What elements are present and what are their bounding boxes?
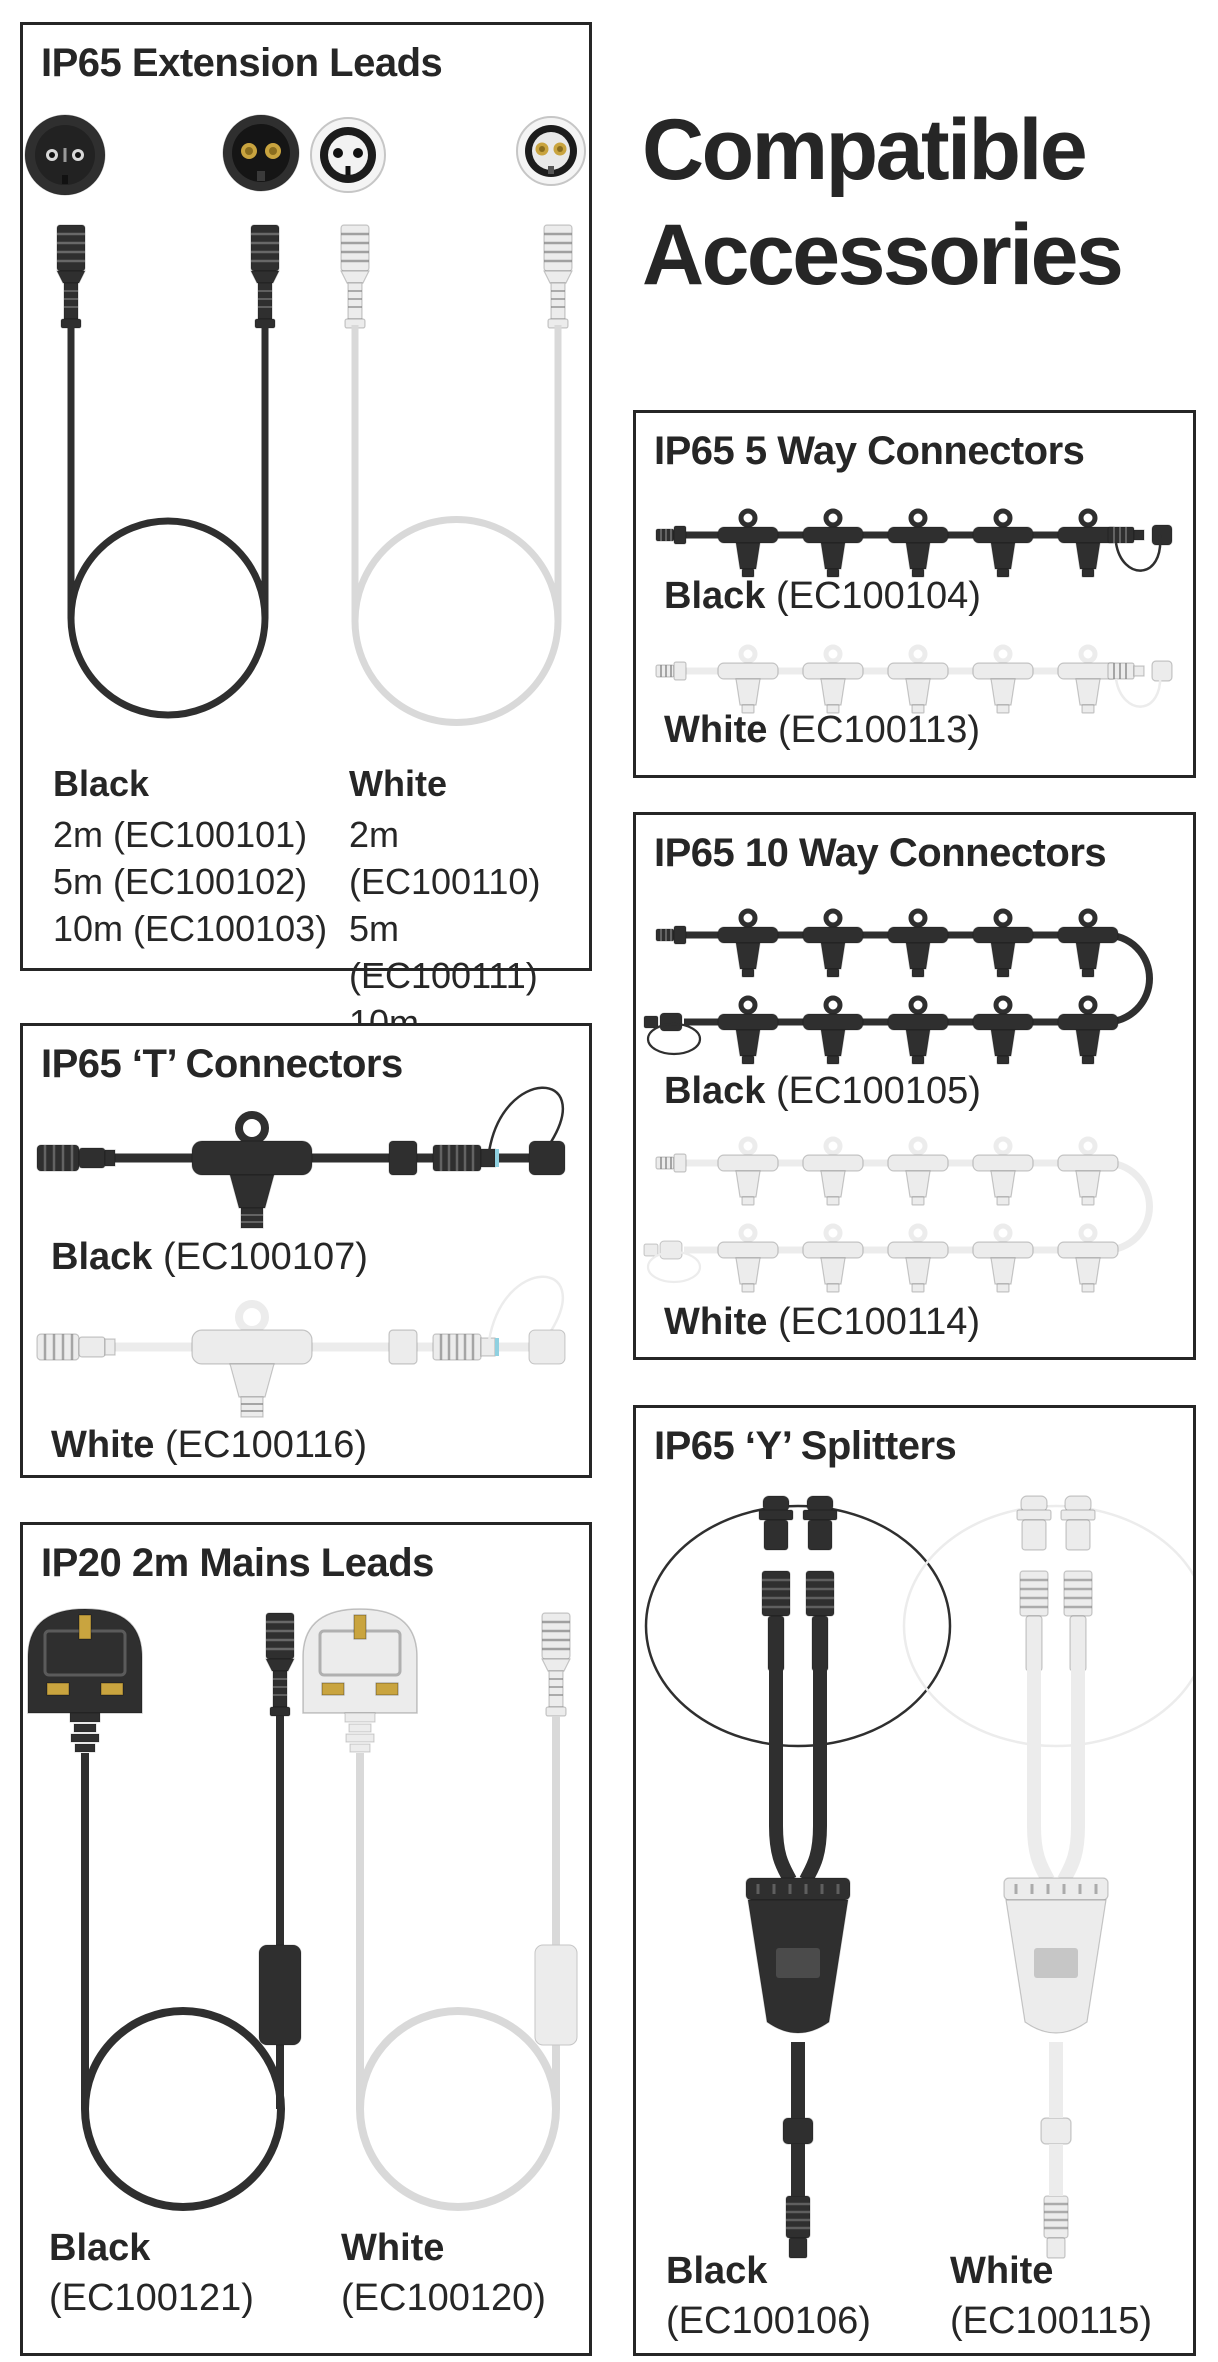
spec-color-heading: White bbox=[349, 763, 447, 804]
connector-face-black-male-icon bbox=[223, 115, 299, 191]
variant-color: Black bbox=[51, 1236, 153, 1278]
spec-color-heading: Black bbox=[53, 763, 150, 804]
y-splitters-illustration bbox=[636, 1408, 1193, 2353]
connector-face-black-female-icon bbox=[25, 115, 105, 195]
variant-label bbox=[950, 2246, 1152, 2346]
variant-label bbox=[664, 1301, 980, 1344]
uk-plug-white-icon bbox=[303, 1609, 417, 1752]
spec-item: 5m (EC100111) bbox=[349, 908, 538, 996]
black-inline-box-icon bbox=[259, 1945, 301, 2045]
variant-code: (EC100115) bbox=[950, 2300, 1153, 2342]
variant-code: (EC100120) bbox=[341, 2277, 546, 2319]
variant-code: (EC100113) bbox=[778, 709, 981, 751]
white-plug-icon bbox=[341, 225, 369, 328]
variant-code: (EC100107) bbox=[162, 1236, 368, 1278]
black-t-connector-icon bbox=[37, 1088, 565, 1228]
variant-color: White bbox=[664, 1301, 768, 1343]
y-splitter-white-icon bbox=[904, 1496, 1193, 2258]
black-plug-icon bbox=[251, 225, 279, 328]
white-plug-icon bbox=[544, 225, 572, 328]
section-five-way-connectors bbox=[633, 410, 1196, 778]
section-t-connectors bbox=[20, 1023, 592, 1478]
section-title: IP65 Extension Leads bbox=[41, 41, 443, 85]
variant-color: White bbox=[341, 2227, 445, 2269]
spec-item: 5m (EC100102) bbox=[53, 861, 308, 902]
variant-label bbox=[341, 2223, 546, 2323]
section-title: IP65 5 Way Connectors bbox=[654, 429, 1085, 473]
variant-label bbox=[664, 575, 981, 618]
page-title-line1: Compatible bbox=[642, 102, 1086, 198]
five-way-white-string-icon bbox=[656, 647, 1172, 713]
variant-code: (EC100121) bbox=[49, 2277, 254, 2319]
connector-face-white-male-icon bbox=[517, 117, 585, 185]
black-plug-icon bbox=[57, 225, 85, 328]
variant-code: (EC100106) bbox=[666, 2300, 871, 2342]
black-cable bbox=[71, 325, 265, 715]
section-mains-leads bbox=[20, 1522, 592, 2356]
section-y-splitters bbox=[633, 1405, 1196, 2356]
variant-code: (EC100114) bbox=[778, 1301, 981, 1343]
variant-label bbox=[51, 1424, 367, 1467]
variant-code: (EC100104) bbox=[775, 575, 981, 617]
variant-label bbox=[51, 1236, 368, 1279]
ten-way-white-string-icon bbox=[644, 1139, 1150, 1292]
section-title: IP65 ‘Y’ Splitters bbox=[654, 1424, 957, 1468]
white-connector-icon bbox=[542, 1613, 570, 1716]
white-inline-box-icon bbox=[535, 1945, 577, 2045]
variant-color: Black bbox=[664, 1070, 766, 1112]
page-title-line2: Accessories bbox=[642, 206, 1122, 303]
spec-item: 2m (EC100101) bbox=[53, 814, 308, 855]
variant-label bbox=[664, 1070, 981, 1113]
black-spec-list bbox=[53, 760, 327, 952]
section-ten-way-connectors bbox=[633, 812, 1196, 1360]
variant-color: White bbox=[664, 709, 768, 751]
section-title: IP65 10 Way Connectors bbox=[654, 831, 1107, 875]
spec-item: 2m (EC100110) bbox=[349, 814, 541, 902]
connector-face-white-female-icon bbox=[311, 118, 385, 192]
section-extension-leads bbox=[20, 22, 592, 996]
page-title bbox=[642, 98, 1121, 308]
variant-code: (EC100116) bbox=[165, 1424, 368, 1466]
white-cable bbox=[360, 1716, 556, 2207]
uk-plug-black-icon bbox=[28, 1609, 142, 1752]
black-cable bbox=[85, 1716, 281, 2207]
section-title: IP20 2m Mains Leads bbox=[41, 1541, 434, 1585]
ten-way-black-string-icon bbox=[644, 911, 1150, 1064]
black-connector-icon bbox=[266, 1613, 294, 1716]
variant-color: White bbox=[51, 1424, 155, 1466]
spec-item: 10m (EC100103) bbox=[53, 908, 328, 949]
five-way-black-string-icon bbox=[656, 511, 1172, 577]
variant-color: Black bbox=[49, 2227, 151, 2269]
variant-code: (EC100105) bbox=[775, 1070, 981, 1112]
variant-color: Black bbox=[664, 575, 766, 617]
white-t-connector-icon bbox=[37, 1277, 565, 1417]
section-title: IP65 ‘T’ Connectors bbox=[41, 1042, 403, 1086]
white-cable bbox=[355, 325, 558, 723]
variant-label bbox=[664, 709, 980, 752]
variant-label bbox=[666, 2246, 871, 2346]
variant-color: White bbox=[950, 2250, 1054, 2292]
variant-label bbox=[49, 2223, 254, 2323]
variant-color: Black bbox=[666, 2250, 768, 2292]
